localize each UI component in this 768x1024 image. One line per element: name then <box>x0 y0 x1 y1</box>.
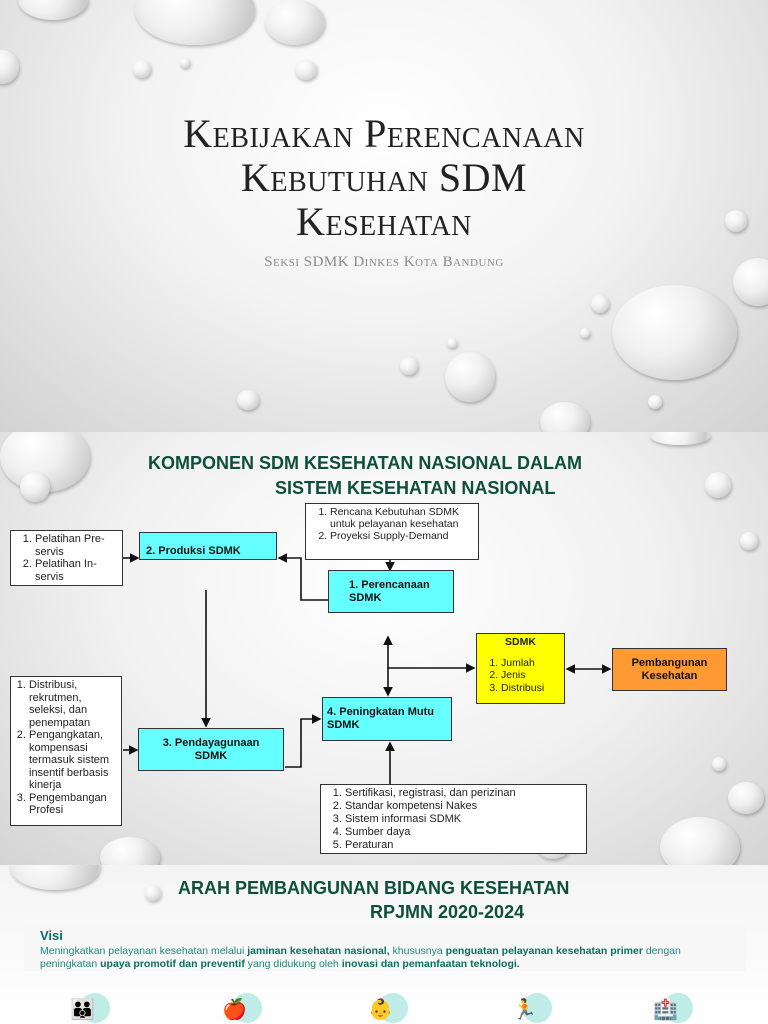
visi-box <box>24 925 746 971</box>
title-line: ARAH PEMBANGUNAN BIDANG KESEHATAN <box>178 878 570 898</box>
list-item: 2. Standar kompetensi Nakes <box>345 800 582 813</box>
rencana-box <box>305 503 479 560</box>
list-item: 2. Proyeksi Supply-Demand <box>330 530 474 542</box>
baby-icon: 👶 <box>378 993 408 1023</box>
komponen-slide <box>0 432 768 865</box>
title-line: Kebijakan Perencanaan <box>183 111 585 156</box>
visi-part: Meningkatkan pelayanan kesehatan melalui <box>40 945 248 957</box>
visi-part: yang didukung oleh <box>244 958 342 970</box>
visi-part: upaya promotif dan preventif <box>100 958 245 970</box>
title-line: Kebutuhan SDM <box>240 155 528 200</box>
pelatihan-box <box>10 530 123 586</box>
subtitle: Seksi SDMK Dinkes Kota Bandung <box>264 254 504 270</box>
slide-title <box>0 876 768 924</box>
visi-part: jaminan kesehatan nasional, <box>247 945 390 957</box>
sdmk-title: SDMK <box>505 636 536 648</box>
exercise-icon: 🏃 <box>522 993 552 1023</box>
presentation-title <box>0 112 768 244</box>
title-line: Kesehatan <box>296 199 472 244</box>
list-item: 1. Jumlah <box>501 657 560 670</box>
visi-part: penguatan pelayanan kesehatan primer <box>445 945 643 957</box>
pendayagunaan-sdmk-box: 3. Pendayagunaan SDMK <box>138 728 284 771</box>
pembangunan-kesehatan-box: Pembangunan Kesehatan <box>612 648 727 691</box>
list-item: 1. Pelatihan Pre-servis <box>35 533 118 558</box>
produksi-sdmk-box: 2. Produksi SDMK <box>139 532 277 560</box>
title-line: SISTEM KESEHATAN NASIONAL <box>275 478 556 498</box>
arah-pembangunan-slide <box>0 865 768 1024</box>
hospital-icon: 🏥 <box>663 993 693 1023</box>
distribusi-box <box>10 676 122 826</box>
perencanaan-sdmk-box: 1. Perencanaan SDMK <box>328 570 454 613</box>
list-item: 1. Distribusi, rekrutmen, seleksi, dan penempatan <box>29 679 117 729</box>
mother-child-icon: 👪 <box>80 993 110 1023</box>
visi-part: khususnya <box>389 945 446 957</box>
title-line: RPJMN 2020-2024 <box>370 902 525 922</box>
mutu-items-box <box>320 784 587 854</box>
list-item: 3. Sistem informasi SDMK <box>345 813 582 826</box>
list-item: 1. Rencana Kebutuhan SDMK untuk pelayanan kesehatan <box>330 506 474 530</box>
apple-icon: 🍎 <box>232 993 262 1023</box>
list-item: 2. Pelatihan In-servis <box>35 558 118 583</box>
list-item: 4. Sumber daya <box>345 826 582 839</box>
visi-text <box>40 945 730 971</box>
list-item: 2. Pengangkatan, kompensasi termasuk sistem insentif berbasis kinerja <box>29 729 117 792</box>
list-item: 3. Pengembangan Profesi <box>29 792 117 817</box>
list-item: 3. Distribusi <box>501 682 560 695</box>
visi-part: inovasi dan pemanfaatan teknologi. <box>341 958 520 970</box>
title-slide <box>0 0 768 432</box>
title-line: KOMPONEN SDM KESEHATAN NASIONAL DALAM <box>148 453 583 473</box>
visi-label: Visi <box>40 928 63 943</box>
visi-part: dengan peningkatan <box>40 945 681 970</box>
list-item: 2. Jenis <box>501 669 560 682</box>
peningkatan-mutu-box: 4. Peningkatan Mutu SDMK <box>322 697 452 741</box>
sdmk-box <box>476 633 565 704</box>
list-item: 1. Sertifikasi, registrasi, dan perizinan <box>345 787 582 800</box>
list-item: 5. Peraturan <box>345 839 582 852</box>
